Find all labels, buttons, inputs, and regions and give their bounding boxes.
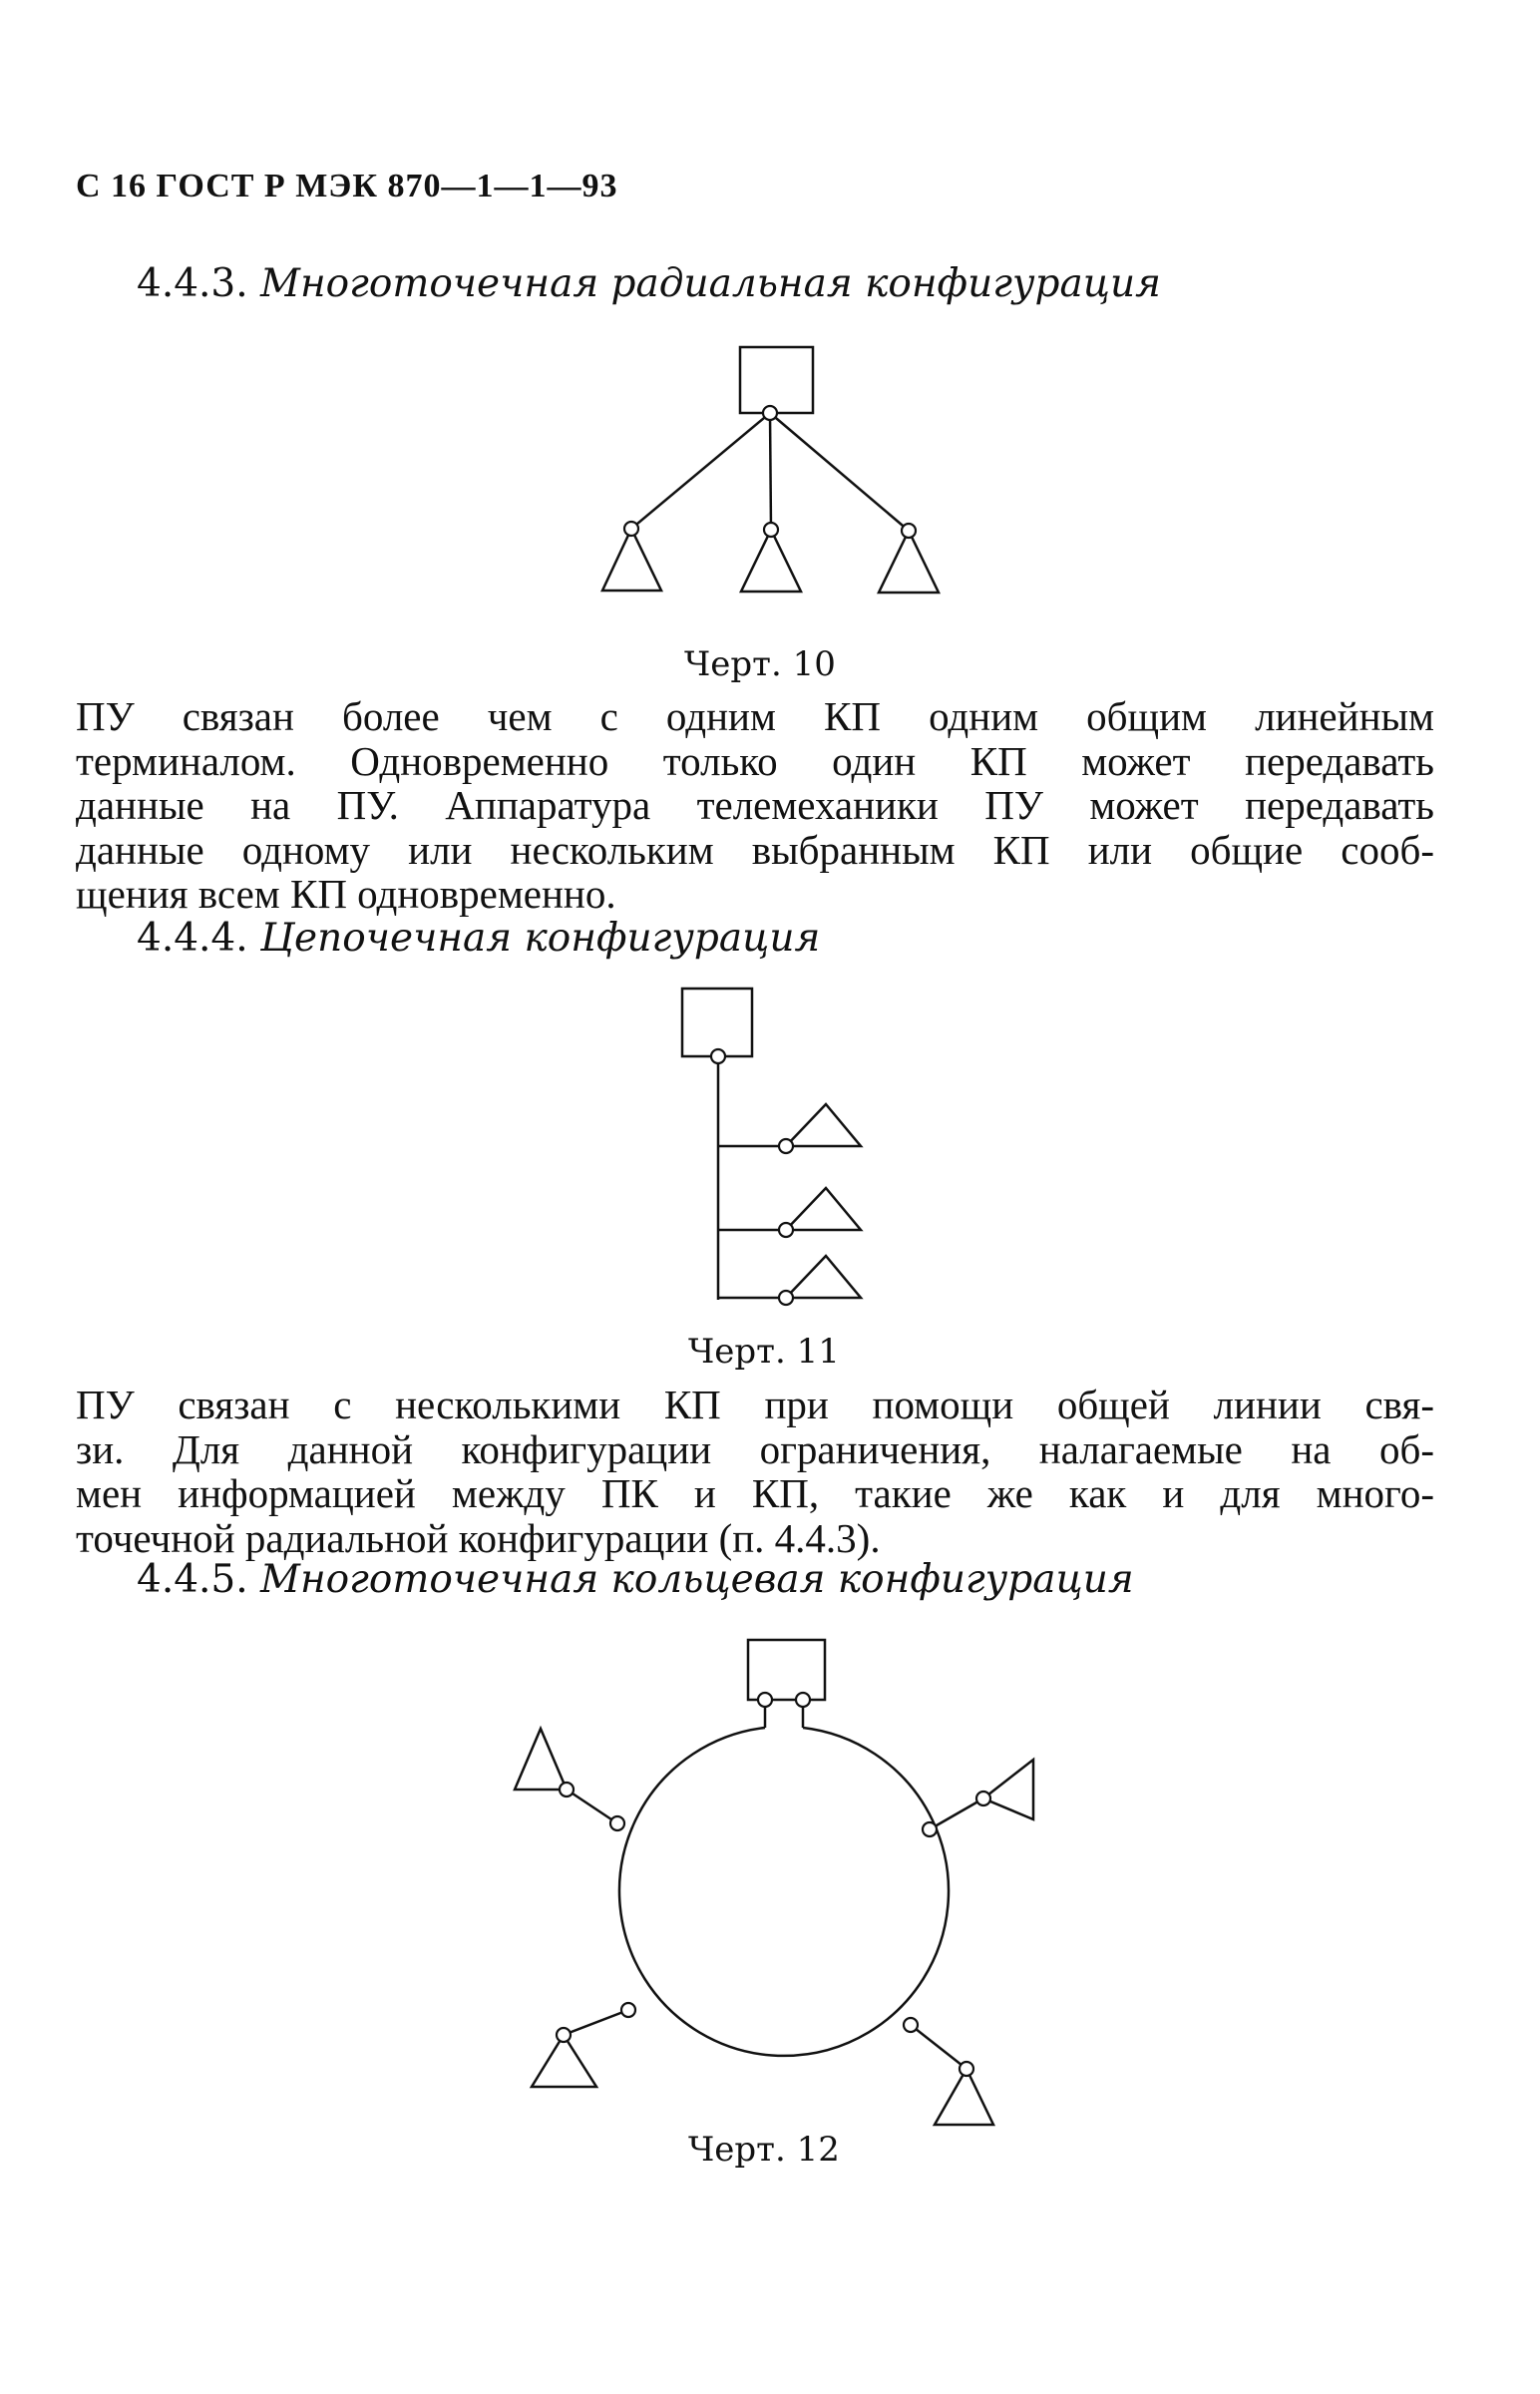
remote-station-triangle — [879, 531, 939, 593]
figure-caption-11: Черт. 11 — [688, 1332, 840, 1372]
connection-node — [904, 2018, 918, 2032]
paragraph-line: ПУ связан с несколькими КП при помощи общей линии свя- — [76, 1382, 1434, 1427]
connection-node — [796, 1693, 810, 1707]
remote-station-triangle — [786, 1188, 861, 1230]
remote-station-triangle — [786, 1256, 861, 1298]
remote-station-triangle — [515, 1729, 567, 1790]
section-number: 4.4.5. — [137, 1557, 248, 1602]
connection-node — [758, 1693, 772, 1707]
master-station-box — [682, 989, 752, 1056]
paragraph-line: щения всем КП одновременно. — [76, 871, 616, 917]
connection-node — [902, 524, 916, 538]
connection-node — [624, 522, 638, 536]
paragraph-line: точечной радиальной конфигурации (п. 4.4.3). — [76, 1514, 881, 1561]
master-station-box — [748, 1640, 825, 1700]
connection-node — [779, 1139, 793, 1153]
link-line — [770, 413, 771, 530]
branch-line — [911, 2025, 966, 2069]
figure-caption-10: Черт. 10 — [684, 644, 836, 684]
section-title: Многоточечная кольцевая конфигурация — [260, 1557, 1134, 1602]
connection-node — [779, 1223, 793, 1237]
section-title: Многоточечная радиальная конфигурация — [260, 261, 1161, 306]
diagram-radial-configuration — [569, 339, 967, 598]
remote-station-triangle — [983, 1760, 1033, 1819]
section-heading-4-4-5 — [137, 1557, 1134, 1602]
section-heading-4-4-3 — [137, 261, 1161, 306]
paragraph-line: мен информацией между ПК и КП, такие же как и для много- — [76, 1470, 1434, 1516]
connection-node — [976, 1792, 990, 1805]
connection-node — [560, 1783, 574, 1796]
connection-node — [610, 1816, 624, 1830]
connection-node — [960, 2062, 973, 2076]
connection-node — [763, 406, 777, 420]
remote-station-triangle — [935, 2069, 993, 2125]
connection-node — [764, 523, 778, 537]
branch-line — [567, 1790, 617, 1823]
section-title: Цепочечная конфигурация — [260, 916, 821, 961]
paragraph-line: данные на ПУ. Аппаратура телемеханики ПУ может передавать — [76, 782, 1434, 828]
link-line — [631, 413, 770, 529]
connection-node — [779, 1291, 793, 1305]
remote-station-triangle — [602, 529, 661, 591]
remote-station-triangle — [741, 530, 801, 592]
paragraph-4-4-3 — [76, 694, 1434, 917]
ring-line — [619, 1728, 949, 2056]
connection-node — [621, 2003, 635, 2017]
section-heading-4-4-4 — [137, 916, 820, 961]
paragraph-line: данные одному или нескольким выбранным КП или общие сооб- — [76, 826, 1434, 873]
section-number: 4.4.3. — [137, 261, 248, 306]
page-header: С 16 ГОСТ Р МЭК 870—1—1—93 — [76, 168, 618, 204]
master-station-box — [740, 347, 813, 413]
link-line — [770, 413, 909, 531]
connection-node — [557, 2028, 571, 2042]
paragraph-line: терминалом. Одновременно только один КП может передавать — [76, 737, 1434, 784]
connection-node — [923, 1822, 937, 1836]
paragraph-line: зи. Для данной конфигурации ограничения, налагаемые на об- — [76, 1425, 1434, 1472]
figure-caption-12: Черт. 12 — [688, 2130, 840, 2170]
section-number: 4.4.4. — [137, 916, 248, 961]
paragraph-line: ПУ связан более чем с одним КП одним общим линейным — [76, 693, 1434, 739]
remote-station-triangle — [786, 1104, 861, 1146]
branch-line — [930, 1798, 983, 1829]
paragraph-4-4-4 — [76, 1383, 1434, 1560]
diagram-chain-configuration — [658, 978, 888, 1327]
diagram-ring-configuration — [499, 1626, 1057, 2125]
connection-node — [711, 1049, 725, 1063]
branch-line — [564, 2010, 628, 2035]
